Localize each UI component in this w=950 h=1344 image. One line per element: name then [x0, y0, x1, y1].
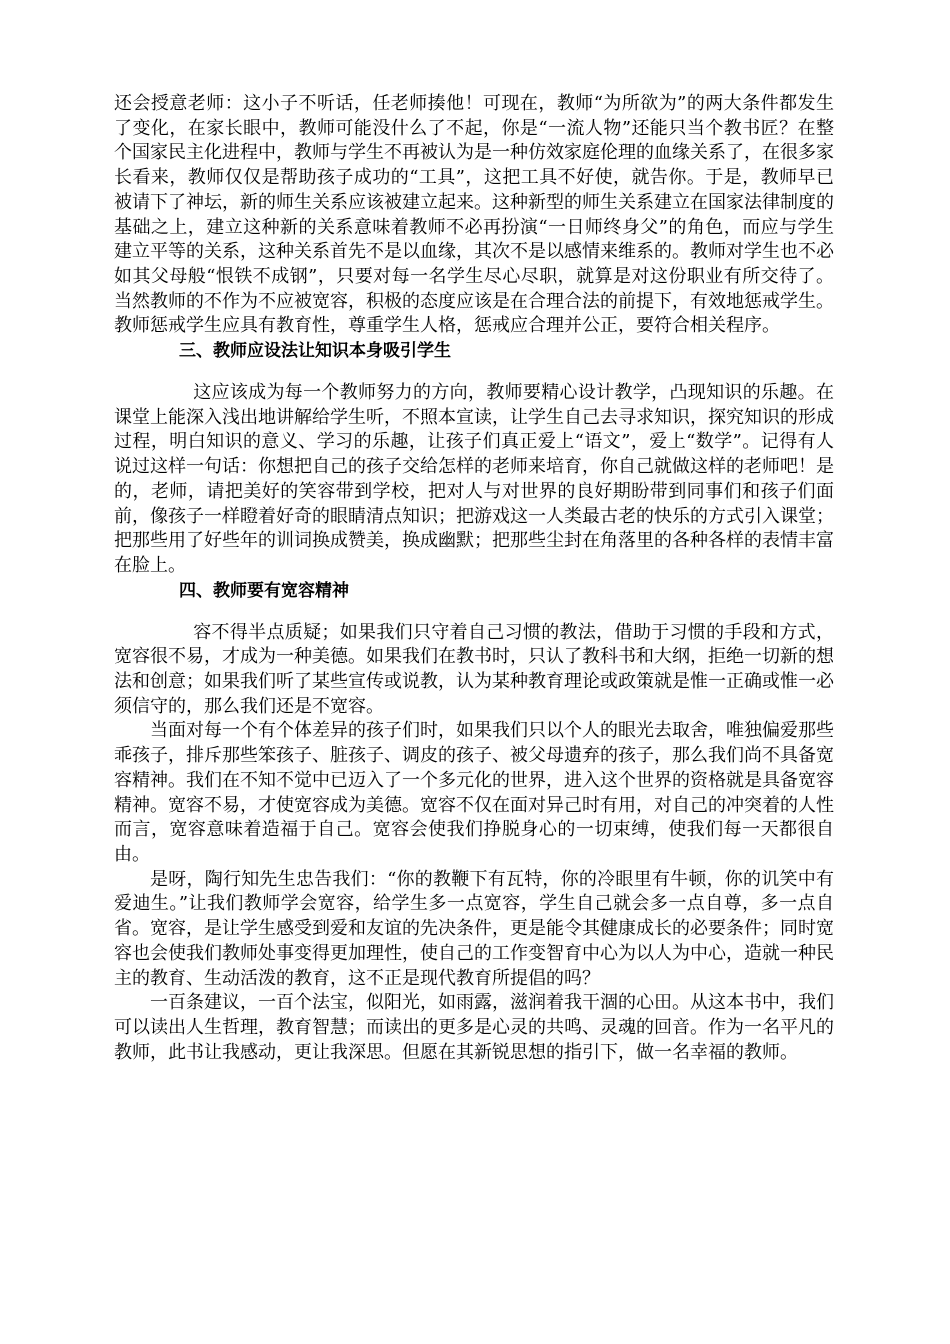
- section-4-paragraph-1: 容不得半点质疑；如果我们只守着自己习惯的教法，借助于习惯的手段和方式，宽容很不易，才成为一种美德。如果我们在教书时，只认了教科书和大纲，拒绝一切新的想法和创意；如果我们听了某些宣传或说教，认为某种教育理论或政策就是惟一正确或惟一必须信守的，那么我们还是不宽容。: [114, 621, 834, 717]
- intro-paragraph: 还会授意老师：这小子不听话，任老师揍他！可现在，教师“为所欲为”的两大条件都发生了变化，在家长眼中，教师可能没什么了不起，你是“一流人物”还能只当个教书匠？在整个国家民主化进程中，教师与学生不再被认为是一种仿效家庭伦理的血缘关系了，在很多家长看来，教师仅仅是帮助孩子成功的“工具”，这把工具不好使，就告你。于是，教师早已被请下了神坛，新的师生关系应该被建立起来。这种新型的师生关系建立在国家法律制度的基础之上，建立这种新的关系意味着教师不必再扮演“一日师终身父”的角色，而应与学生建立平等的关系，这种关系首先不是以血缘，其次不是以感情来维系的。教师对学生也不必如其父母般“恨铁不成钢”，只要对每一名学生尽心尽职，就算是对这份职业有所交待了。当然教师的不作为不应被宽容，积极的态度应该是在合理合法的前提下，有效地惩戒学生。教师惩戒学生应具有教育性，尊重学生人格，惩戒应合理并公正，要符合相关程序。: [114, 93, 834, 337]
- section-4-paragraph-3: 是呀，陶行知先生忠告我们：“你的教鞭下有瓦特，你的冷眼里有牛顿，你的讥笑中有爱迪生。”让我们教师学会宽容，给学生多一点宽容，学生自己就会多一点自尊，多一点自省。宽容，是让学生感受到爱和友谊的先决条件，更是能令其健康成长的必要条件；同时宽容也会使我们教师处事变得更加理性，使自己的工作变智育中心为以人为中心，造就一种民主的教育、生动活泼的教育，这不正是现代教育所提倡的吗？: [114, 868, 834, 989]
- section-3-heading: 三、教师应设法让知识本身吸引学生: [179, 341, 451, 362]
- section-4-paragraph-2: 当面对每一个有个体差异的孩子们时，如果我们只以个人的眼光去取舍，唯独偏爱那些乖孩子，排斥那些笨孩子、脏孩子、调皮的孩子、被父母遗弃的孩子，那么我们尚不具备宽容精神。我们在不知不觉中已迈入了一个多元化的世界，进入这个世界的资格就是具备宽容精神。宽容不易，才使宽容成为美德。宽容不仅在面对异己时有用，对自己的冲突着的人性而言，宽容意味着造福于自己。宽容会使我们挣脱身心的一切束缚，使我们每一天都很自由。: [114, 720, 834, 865]
- section-4-heading: 四、教师要有宽容精神: [179, 580, 349, 601]
- document-page: [114, 92, 834, 1065]
- section-4-paragraph-4: 一百条建议，一百个法宝，似阳光，如雨露，滋润着我干涸的心田。从这本书中，我们可以读出人生哲理，教育智慧；而读出的更多是心灵的共鸣、灵魂的回音。作为一名平凡的教师，此书让我感动，更让我深思。但愿在其新锐思想的指引下，做一名幸福的教师。: [114, 992, 834, 1063]
- section-3-paragraph: 这应该成为每一个教师努力的方向，教师要精心设计教学，凸现知识的乐趣。在课堂上能深入浅出地讲解给学生听，不照本宣读，让学生自己去寻求知识，探究知识的形成过程，明白知识的意义、学习的乐趣，让孩子们真正爱上“语文”，爱上“数学”。记得有人说过这样一句话：你想把自己的孩子交给怎样的老师来培育，你自己就做这样的老师吧！是的，老师，请把美好的笑容带到学校，把对人与对世界的良好期盼带到同事们和孩子们面前，像孩子一样瞪着好奇的眼睛清点知识；把游戏这一人类最古老的快乐的方式引入课堂；把那些用了好些年的训词换成赞美，换成幽默；把那些尘封在角落里的各种各样的表情丰富在脸上。: [114, 382, 834, 576]
